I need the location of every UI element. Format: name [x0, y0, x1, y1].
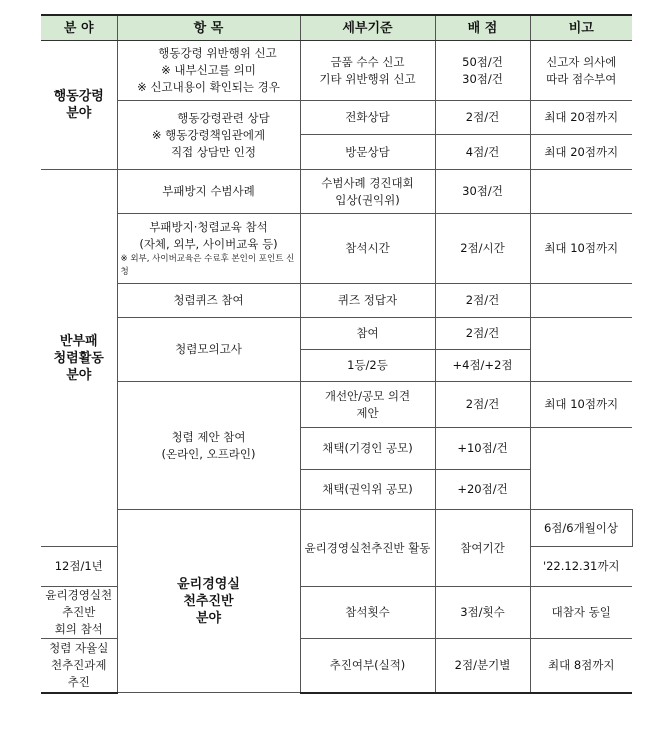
note-self-task: 최대 8점까지	[530, 639, 632, 693]
score-table	[41, 14, 632, 694]
header-criteria: 세부기준	[300, 15, 435, 41]
criteria-ethics-activity: 참여기간	[435, 510, 530, 587]
criteria-self-task: 추진여부(실적)	[300, 639, 435, 693]
header-score: 배 점	[435, 15, 530, 41]
note-visit-consult: 최대 20점까지	[530, 135, 632, 170]
item-quiz: 청렴퀴즈 참여	[117, 284, 300, 318]
criteria-phone-consult: 전화상담	[300, 101, 435, 135]
note-phone-consult: 최대 20점까지	[530, 101, 632, 135]
item-ethics-activity: 윤리경영실천추진반 활동	[300, 510, 435, 587]
criteria-proposal-suggest: 개선안/공모 의견 제안	[300, 382, 435, 428]
score-visit-consult: 4점/건	[435, 135, 530, 170]
note-ethics-meeting: 대참자 동일	[530, 587, 632, 639]
item-conduct-consult: 행동강령관련 상담 ※ 행동강령책임관에게 직접 상담만 인정	[117, 101, 300, 170]
item-conduct-report: 행동강령 위반행위 신고 ※ 내부신고를 의미 ※ 신고내용이 확인되는 경우	[117, 41, 300, 101]
education-note: ※ 외부, 사이버교육은 수료후 본인이 포인트 신청	[120, 253, 295, 277]
header-field: 분 야	[41, 15, 117, 41]
header-item: 항 목	[117, 15, 300, 41]
criteria-conduct-report: 금품 수수 신고 기타 위반행위 신고	[300, 41, 435, 101]
category-ethics: 윤리경영실 천추진반 분야	[117, 510, 300, 693]
table-row	[41, 318, 632, 350]
header-note: 비고	[530, 15, 632, 41]
table-row	[41, 510, 632, 547]
table-row	[41, 170, 632, 214]
score-adopt-acrc: +20점/건	[435, 470, 530, 510]
table-row	[41, 101, 632, 135]
score-mock-participate: 2점/건	[435, 318, 530, 350]
item-best-practice: 부패방지 수범사례	[117, 170, 300, 214]
score-education: 2점/시간	[435, 214, 530, 284]
score-ethics-meeting: 3점/횟수	[435, 587, 530, 639]
criteria-adopt-gas: 채택(기경인 공모)	[300, 428, 435, 470]
score-ethics-activity-b: 12점/1년	[41, 547, 117, 587]
score-quiz: 2점/건	[435, 284, 530, 318]
criteria-best-practice: 수범사례 경진대회 입상(권익위)	[300, 170, 435, 214]
score-best-practice: 30점/건	[435, 170, 530, 214]
score-proposal-suggest: 2점/건	[435, 382, 530, 428]
table-row	[41, 41, 632, 101]
criteria-mock-participate: 참여	[300, 318, 435, 350]
note-ethics-activity-b: '22.12.31까지	[530, 547, 632, 587]
note-adopt	[530, 428, 632, 510]
item-proposal: 청렴 제안 참여 (온라인, 오프라인)	[117, 382, 300, 510]
criteria-visit-consult: 방문상담	[300, 135, 435, 170]
criteria-mock-rank: 1등/2등	[300, 350, 435, 382]
criteria-quiz: 퀴즈 정답자	[300, 284, 435, 318]
criteria-ethics-meeting: 참석횟수	[300, 587, 435, 639]
header-row	[41, 15, 632, 41]
criteria-adopt-acrc: 채택(권익위 공모)	[300, 470, 435, 510]
note-best-practice	[530, 170, 632, 214]
category-anticorruption: 반부패 청렴활동 분야	[41, 170, 117, 547]
score-ethics-activity-a: 6점/6개월이상	[530, 510, 632, 547]
score-conduct-report: 50점/건 30점/건	[435, 41, 530, 101]
note-quiz	[530, 284, 632, 318]
score-mock-rank: +4점/+2점	[435, 350, 530, 382]
category-conduct: 행동강령 분야	[41, 41, 117, 170]
item-ethics-meeting: 윤리경영실천추진반 회의 참석	[41, 587, 117, 639]
score-self-task: 2점/분기별	[435, 639, 530, 693]
score-phone-consult: 2점/건	[435, 101, 530, 135]
table-row	[41, 382, 632, 428]
item-mock-exam: 청렴모의고사	[117, 318, 300, 382]
criteria-education: 참석시간	[300, 214, 435, 284]
note-proposal-suggest: 최대 10점까지	[530, 382, 632, 428]
score-adopt-gas: +10점/건	[435, 428, 530, 470]
note-mock-exam	[530, 318, 632, 382]
item-self-task: 청렴 자율실천추진과제 추진	[41, 639, 117, 693]
table-row	[41, 214, 632, 284]
item-education: 부패방지·청렴교육 참석 (자체, 외부, 사이버교육 등) ※ 외부, 사이버교육은 수료후 본인이 포인트 신청	[117, 214, 300, 284]
table-row	[41, 284, 632, 318]
note-education: 최대 10점까지	[530, 214, 632, 284]
note-conduct-report: 신고자 의사에 따라 점수부여	[530, 41, 632, 101]
